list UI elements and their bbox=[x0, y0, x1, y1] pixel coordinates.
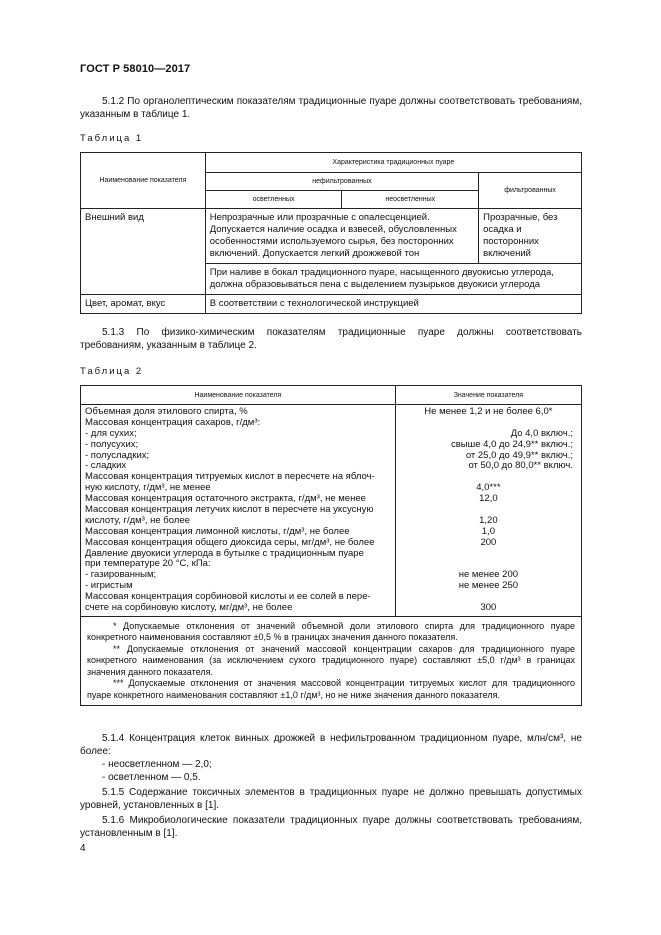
t1-row-appearance-name: Внешний вид bbox=[81, 209, 206, 295]
t2-name-line: - полусладких; bbox=[85, 449, 150, 461]
table2-caption: Таблица 2 bbox=[80, 366, 144, 377]
t2-name-line: Массовая концентрация общего диоксида серы, мг/дм³, не более bbox=[85, 536, 375, 548]
t2-value-line: от 25,0 до 49,9** включ.; bbox=[465, 449, 573, 461]
t2-name-line: - сладких bbox=[85, 460, 127, 472]
t2-footnote-3: *** Допускаемые отклонения от значения массовой концентрации титруемых кислот для традиционного пуаре конкретного наименования составляют ±1,0 г/дм³, но не ниже значения данного показателя. bbox=[87, 678, 575, 700]
t2-value-line: 4,0*** bbox=[476, 482, 501, 494]
t2-values-cell bbox=[395, 405, 581, 617]
t2-col-name: Наименование показателя bbox=[81, 386, 396, 405]
t2-value-line: 200 bbox=[480, 536, 497, 548]
t1-col-char: Характеристика традиционных пуаре bbox=[205, 153, 581, 173]
t1-col-name: Наименование показателя bbox=[81, 153, 206, 209]
t2-footnote-2: ** Допускаемые отклонения от значений массовой концентрации сахаров для традиционного пуаре конкретного наименования (за исключением сухого традиционного пуаре) составляют ±5,0 г/дм³ в границах значения данного показателя. bbox=[87, 643, 575, 677]
t2-footnotes bbox=[81, 616, 582, 706]
t2-name-line: Массовая концентрация остаточного экстракта, г/дм³, не менее bbox=[85, 493, 366, 505]
t2-name-line: Объемная доля этилового спирта, % bbox=[85, 406, 248, 417]
t2-value-line: 12,0 bbox=[479, 493, 498, 505]
t2-name-line: кислоту, г/дм³, не более bbox=[85, 514, 190, 526]
t2-col-value: Значение показателя bbox=[395, 386, 581, 405]
t2-name-line: при температуре 20 °С, кПа: bbox=[85, 558, 211, 570]
t2-name-line: ную кислоту, г/дм³, не менее bbox=[85, 482, 211, 494]
t1-row-foam: При наливе в бокал традиционного пуаре, насыщенного двуокисью углерода, должна образовываться пена с выделением пузырьков двуокиси углерода bbox=[205, 264, 581, 295]
page-number: 4 bbox=[80, 843, 86, 854]
t2-value-line: 1,0 bbox=[481, 525, 495, 537]
paragraph-5-1-5: 5.1.5 Содержание токсичных элементов в традиционных пуаре не должно превышать допустимых уровней, установленных в [1]. bbox=[80, 787, 582, 811]
paragraph-5-1-4-item-1: - неосветленном — 2,0; bbox=[102, 759, 212, 770]
t2-name-line: Массовая концентрация сорбиновой кислоты и ее солей в пере- bbox=[85, 591, 371, 603]
t1-row-appearance-filtered: Прозрачные, без осадка и посторонних включений bbox=[479, 209, 582, 264]
t2-names-cell bbox=[81, 405, 396, 617]
t2-name-line: - полусухих; bbox=[85, 438, 139, 450]
t2-name-line: Массовая концентрация летучих кислот в пересчете на уксусную bbox=[85, 504, 374, 516]
t2-name-line: Массовая концентрация лимонной кислоты, г/дм³, не более bbox=[85, 525, 350, 537]
t2-name-line: Давление двуокиси углерода в бутылке с традиционным пуаре bbox=[85, 547, 364, 559]
t1-row-color-value: В соответствии с технологической инструкцией bbox=[205, 295, 581, 314]
t2-value-line: 300 bbox=[480, 602, 497, 614]
table1-caption: Таблица 1 bbox=[80, 133, 144, 144]
t2-value-line: не менее 200 bbox=[458, 569, 519, 581]
t2-value-line: Не менее 1,2 и не более 6,0* bbox=[424, 406, 553, 417]
t1-row-color-name: Цвет, аромат, вкус bbox=[81, 295, 206, 314]
t1-row-appearance-unfiltered: Непрозрачные или прозрачные с опалесценцией. Допускается наличие осадка и взвесей, обусловленных особенностями используемого сырья, без посторонних включений. Допускается легкий дрожжевой тон bbox=[205, 209, 478, 264]
paragraph-5-1-3: 5.1.3 По физико-химическим показателям традиционные пуаре должны соответствовать требованиям, указанным в таблице 2. bbox=[80, 327, 582, 351]
table-2 bbox=[80, 385, 582, 706]
t2-name-line: счете на сорбиновую кислоту, мг/дм³, не более bbox=[85, 602, 293, 614]
t2-value-line: свыше 4,0 до 24,9** включ.; bbox=[450, 438, 573, 450]
t2-footnote-1: * Допускаемые отклонения от значений объемной доли этилового спирта для традиционного пуаре конкретного наименования составляют ±0,5 % в границах значения данного показателя. bbox=[87, 620, 575, 643]
t1-col-unclarified: неосветленных bbox=[342, 191, 479, 209]
paragraph-5-1-2: 5.1.2 По органолептическим показателям традиционные пуаре должны соответствовать требованиям, указанным в таблице 1. bbox=[80, 96, 582, 120]
t2-value-line: не менее 250 bbox=[458, 580, 519, 592]
t2-value-line: 1,20 bbox=[479, 514, 498, 526]
t2-name-line: - игристым bbox=[85, 580, 133, 592]
t2-name-line: - газированным; bbox=[85, 569, 157, 581]
t2-name-line: Массовая концентрация титруемых кислот в пересчете на яблоч- bbox=[85, 471, 375, 483]
t1-col-unfiltered: нефильтрованных bbox=[205, 173, 478, 191]
t1-col-filtered: фильтрованных bbox=[479, 173, 582, 209]
t2-value-line: До 4,0 включ.; bbox=[510, 427, 573, 439]
t2-name-line: Массовая концентрация сахаров, г/дм³: bbox=[85, 416, 261, 428]
document-header: ГОСТ Р 58010—2017 bbox=[80, 63, 191, 75]
paragraph-5-1-4-item-2: - осветленном — 0,5. bbox=[102, 772, 201, 783]
paragraph-5-1-4: 5.1.4 Концентрация клеток винных дрожжей в нефильтрованном традиционном пуаре, млн/см³, не более: bbox=[80, 733, 582, 757]
t2-value-line: от 50,0 до 80,0** включ. bbox=[468, 460, 573, 472]
table-1 bbox=[80, 152, 582, 314]
t1-col-clarified: осветленных bbox=[205, 191, 342, 209]
paragraph-5-1-6: 5.1.6 Микробиологические показатели традиционных пуаре должны соответствовать требованиям, установленным в [1]. bbox=[80, 815, 582, 839]
t2-name-line: - для сухих; bbox=[85, 427, 137, 439]
